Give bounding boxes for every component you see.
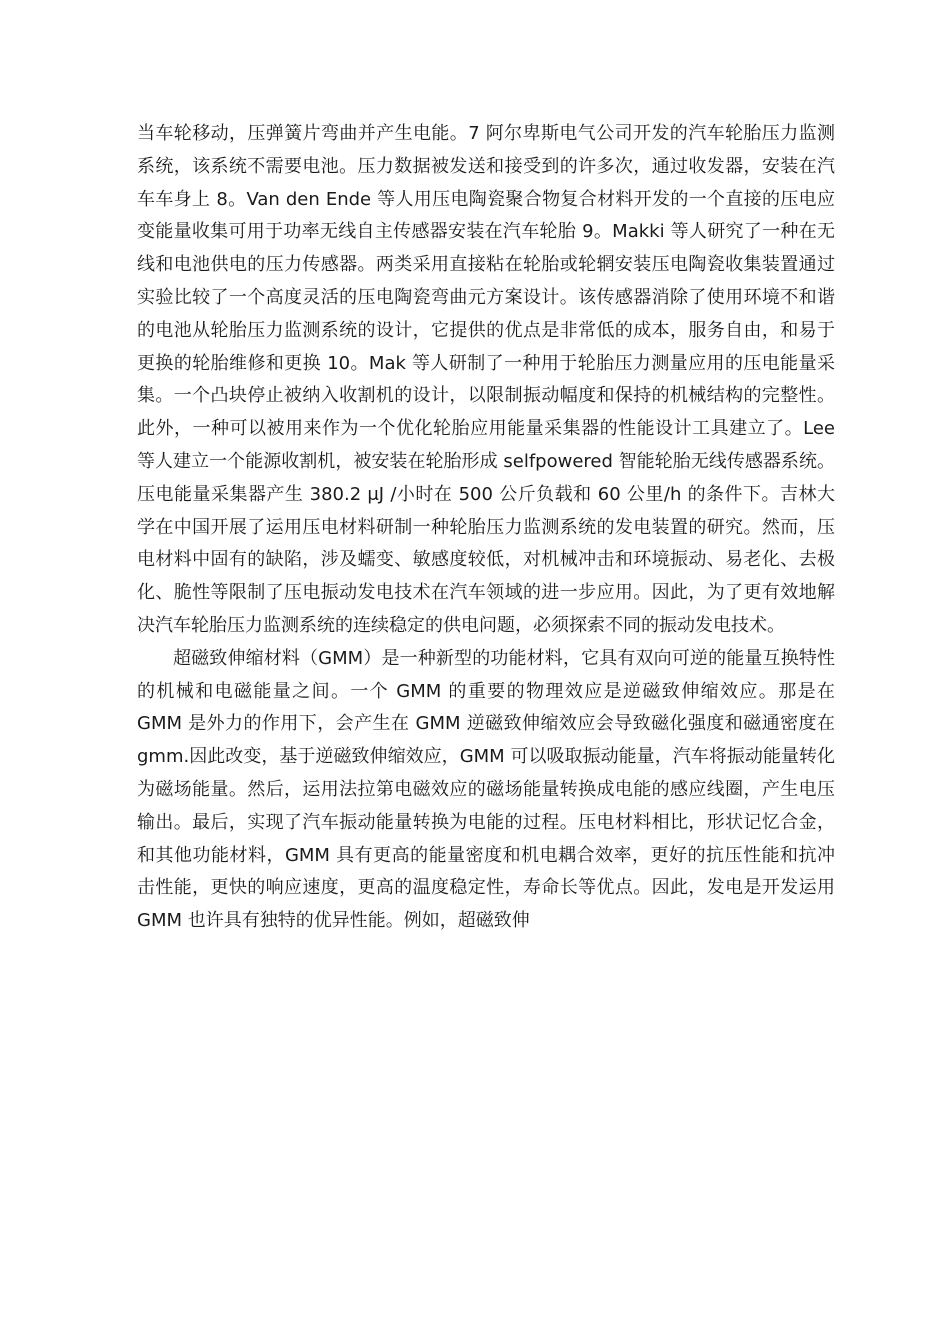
paragraph-gmm: 超磁致伸缩材料（GMM）是一种新型的功能材料，它具有双向可逆的能量互换特性的机械和电磁能量之间。一个 GMM 的重要的物理效应是逆磁致伸缩效应。那是在 GMM 是外力的作用下，会产生在 GMM 逆磁致伸缩效应会导致磁化强度和磁通密度在 gmm.因此改变，基于逆磁致伸缩效应，GMM 可以吸取振动能量，汽车将振动能量转化为磁场能量。然后，运用法拉第电磁效应的磁场能量转换成电能的感应线圈，产生电压输出。最后，实现了汽车振动能量转换为电能的过程。压电材料相比，形状记忆合金，和其他功能材料，GMM 具有更高的能量密度和机电耦合效率，更好的抗压性能和抗冲击性能，更快的响应速度，更高的温度稳定性，寿命长等优点。因此，发电是开发运用 GMM 也许具有独特的优异性能。例如，超磁致伸 xyxy=(137,647,835,932)
paragraph-tpms-piezo: 当车轮移动，压弹簧片弯曲并产生电能。7 阿尔卑斯电气公司开发的汽车轮胎压力监测系统，该系统不需要电池。压力数据被发送和接受到的许多次，通过收发器，安装在汽车车身上 8。Van den Ende 等人用压电陶瓷聚合物复合材料开发的一个直接的压电应变能量收集可用于功率无线自主传感器安装在汽车轮胎 9。Makki 等人研究了一种在无线和电池供电的压力传感器。两类采用直接粘在轮胎或轮辋安装压电陶瓷收集装置通过实验比较了一个高度灵活的压电陶瓷弯曲元方案设计。该传感器消除了使用环境不和谐的电池从轮胎压力监测系统的设计，它提供的优点是非常低的成本，服务自由，和易于更换的轮胎维修和更换 10。Mak 等人研制了一种用于轮胎压力测量应用的压电能量采集。一个凸块停止被纳入收割机的设计，以限制振动幅度和保持的机械结构的完整性。此外，一种可以被用来作为一个优化轮胎应用能量采集器的性能设计工具建立了。Lee 等人建立一个能源收割机，被安装在轮胎形成 selfpowered 智能轮胎无线传感器系统。压电能量采集器产生 380.2 μJ /小时在 500 公斤负载和 60 公里/h 的条件下。吉林大学在中国开展了运用压电材料研制一种轮胎压力监测系统的发电装置的研究。然而，压电材料中固有的缺陷，涉及蠕变、敏感度较低，对机械冲击和环境振动、易老化、去极化、脆性等限制了压电振动发电技术在汽车领域的进一步应用。因此，为了更有效地解决汽车轮胎压力监测系统的连续稳定的供电问题，必须探索不同的振动发电技术。 xyxy=(137,123,836,636)
body-text xyxy=(137,118,835,938)
